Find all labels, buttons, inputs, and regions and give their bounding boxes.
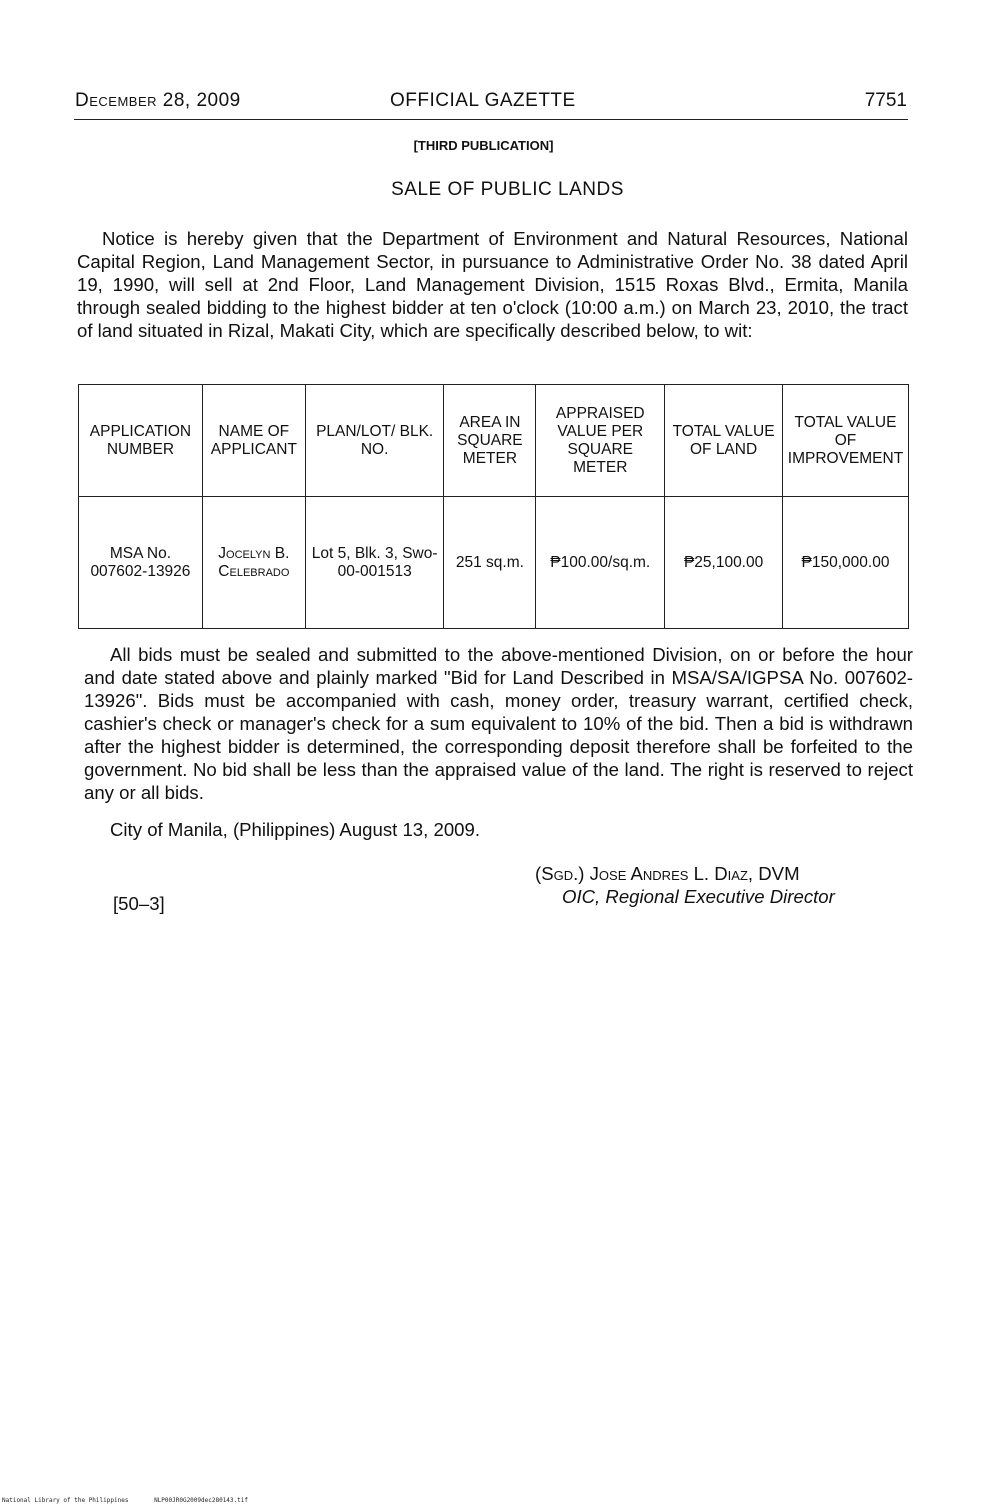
header-title: OFFICIAL GAZETTE xyxy=(390,90,576,111)
table-header-row xyxy=(79,385,909,497)
header-rule xyxy=(74,119,908,120)
col-header-area: AREA IN SQUARE METER xyxy=(444,385,536,497)
col-header-appraised: APPRAISED VALUE PER SQUARE METER xyxy=(536,385,665,497)
cell-area: 251 sq.m. xyxy=(444,497,536,629)
cell-total-value-improvement: ₱150,000.00 xyxy=(782,497,908,629)
col-header-total-improvement: TOTAL VALUE OF IMPROVEMENT xyxy=(782,385,908,497)
bids-paragraph: All bids must be sealed and submitted to the above-mentioned Division, on or before the hour and date stated above and plainly marked "Bid for Land Described in MSA/SA/IGPSA No. 007602-13926". Bids must be accompanied with cash, money order, treasury warrant, certified check, cashier's check or manager's check for a sum equivalent to 10% of the bid. Then a bid is withdrawn after the highest bidder is determined, the corresponding deposit therefore shall be forfeited to the government. No bid shall be less than the appraised value of the land. The right is reserved to reject any or all bids. xyxy=(84,644,913,803)
footer-file: NLP00JR0G2009dec280143.tif xyxy=(154,1497,248,1504)
col-header-application: APPLICATION NUMBER xyxy=(79,385,203,497)
publication-note: [THIRD PUBLICATION] xyxy=(413,138,554,153)
cell-plan: Lot 5, Blk. 3, Swo-00-001513 xyxy=(305,497,444,629)
signatory-name: (Sgd.) Jose Andres L. Diaz, DVM xyxy=(535,863,800,884)
table-row xyxy=(79,497,909,629)
land-table xyxy=(78,384,909,629)
header-date: December 28, 2009 xyxy=(75,90,241,111)
col-header-total-land: TOTAL VALUE OF LAND xyxy=(665,385,783,497)
signatory-title: OIC, Regional Executive Director xyxy=(562,886,835,907)
page-number: 7751 xyxy=(864,90,907,111)
signature-block xyxy=(535,862,835,908)
col-header-applicant: NAME OF APPLICANT xyxy=(202,385,305,497)
cell-appraised-value: ₱100.00/sq.m. xyxy=(536,497,665,629)
footer-library: National Library of the Philippines xyxy=(2,1497,129,1504)
notice-paragraph: Notice is hereby given that the Department of Environment and Natural Resources, National Capital Region, Land Management Sector, in pursuance to Administrative Order No. 38 dated April 19, 1990, will sell at 2nd Floor, Land Management Division, 1515 Roxas Blvd., Ermita, Manila through sealed bidding to the highest bidder at ten o'clock (10:00 a.m.) on March 23, 2010, the tract of land situated in Rizal, Makati City, which are specifically described below, to wit: xyxy=(77,228,908,341)
col-header-plan: PLAN/LOT/ BLK. NO. xyxy=(305,385,444,497)
scan-footer xyxy=(2,1497,248,1504)
place-date: City of Manila, (Philippines) August 13, 2009. xyxy=(110,819,481,840)
cell-application-number: MSA No. 007602-13926 xyxy=(79,497,203,629)
cell-applicant: Jocelyn B. Celebrado xyxy=(202,497,305,629)
notice-heading: SALE OF PUBLIC LANDS xyxy=(391,179,624,200)
cell-total-value-land: ₱25,100.00 xyxy=(665,497,783,629)
serial-number: [50–3] xyxy=(113,893,165,914)
